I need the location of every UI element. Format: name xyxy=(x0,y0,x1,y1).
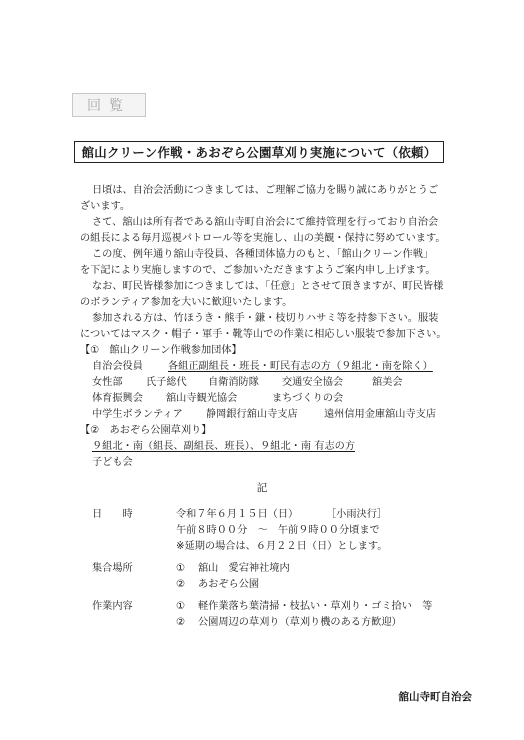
group2-header: 【② あおぞら公園草刈り】 xyxy=(80,425,212,436)
work-label: 作業内容 xyxy=(92,601,133,612)
intro-line: この度、例年通り舘山寺役員、各種団体協力のもと、「館山クリーン作戦」 xyxy=(92,249,434,260)
work-number: ② xyxy=(176,617,186,628)
signature: 舘山寺町自治会 xyxy=(398,691,472,703)
group-member: 交通安全協会 xyxy=(282,377,344,388)
postpone-note: ※延期の場合は、６月２２日（日）とします。 xyxy=(176,541,388,552)
date-value: 令和７年６月１５日（日） xyxy=(176,509,299,520)
intro-line: なお、町民皆様参加につきましては、「任意」とさせて頂きますが、町民皆様 xyxy=(92,281,444,292)
place-number: ① xyxy=(176,563,186,574)
intro-line: 日頃は、自治会活動につきましては、ご理解ご協力を賜り誠にありがとうご xyxy=(92,185,439,196)
work-value: 公園周辺の草刈り（草刈り機のある方歓迎） xyxy=(198,617,402,628)
intro-line: のボランティア参加を大いに歓迎いたします。 xyxy=(80,297,293,308)
intro-line: の組長による毎月巡視パトロール等を実施し、山の美観・保持に努めています。 xyxy=(80,233,446,244)
date-label: 日 時 xyxy=(92,509,133,520)
intro-line: についてはマスク・帽子・軍手・靴等山での作業に相応しい服装で参加下さい。 xyxy=(80,329,447,340)
place-value: 舘山 愛宕神社境内 xyxy=(198,563,290,574)
date-note: ［小雨決行］ xyxy=(326,509,388,520)
place-value: あおぞら公園 xyxy=(198,579,260,590)
group2-members: ９組北・南（組長、副組長、班長）、９組北・南 有志の方 xyxy=(92,441,356,452)
group-member: 自衛消防隊 xyxy=(208,377,259,388)
group1-row1-value: 各組正副組長・班長・町民有志の方（９組北・南を除く） xyxy=(168,361,433,372)
group-member: 女性部 xyxy=(92,377,123,388)
place-number: ② xyxy=(176,579,186,590)
work-value: 軽作業落ち葉清掃・枝払い・草刈り・ゴミ拾い 等 xyxy=(198,601,433,612)
intro-line: を下記により実施しますので、ご参加いただきますようご案内申し上げます。 xyxy=(80,265,436,276)
intro-line: ざいます。 xyxy=(80,201,131,212)
group-member: 舘山寺観光協会 xyxy=(166,393,238,404)
circulation-stamp: 回覧 xyxy=(72,93,146,117)
group1-row1-label: 自治会役員 xyxy=(92,361,143,372)
group-member: 舘美会 xyxy=(372,377,403,388)
group-member: 体育振興会 xyxy=(92,393,143,404)
group2-members: 子ども会 xyxy=(92,457,133,468)
group-member: 遠州信用金庫舘山寺支店 xyxy=(324,409,437,420)
intro-line: さて、舘山は所有者である舘山寺町自治会にて維持管理を行っており自治会 xyxy=(92,217,439,228)
place-label: 集合場所 xyxy=(92,563,133,574)
intro-line: 参加される方は、竹ほうき・熊手・鎌・枝切りハサミ等を持参下さい。服装 xyxy=(92,313,439,324)
group-member: 中学生ボランティア xyxy=(92,409,183,420)
group-member: 静岡銀行舘山寺支店 xyxy=(206,409,298,420)
document-title: 館山クリーン作戦・あおぞら公園草刈り実施について（依頼） xyxy=(74,141,444,163)
time-value: 午前８時００分 ～ 午前９時００分頃まで xyxy=(176,525,380,536)
ki-heading: 記 xyxy=(256,482,268,494)
group-member: まちづくりの会 xyxy=(272,393,344,404)
group-member: 氏子総代 xyxy=(146,377,187,388)
work-number: ① xyxy=(176,601,186,612)
group1-header: 【① 館山クリーン作戦参加団体】 xyxy=(80,345,242,356)
